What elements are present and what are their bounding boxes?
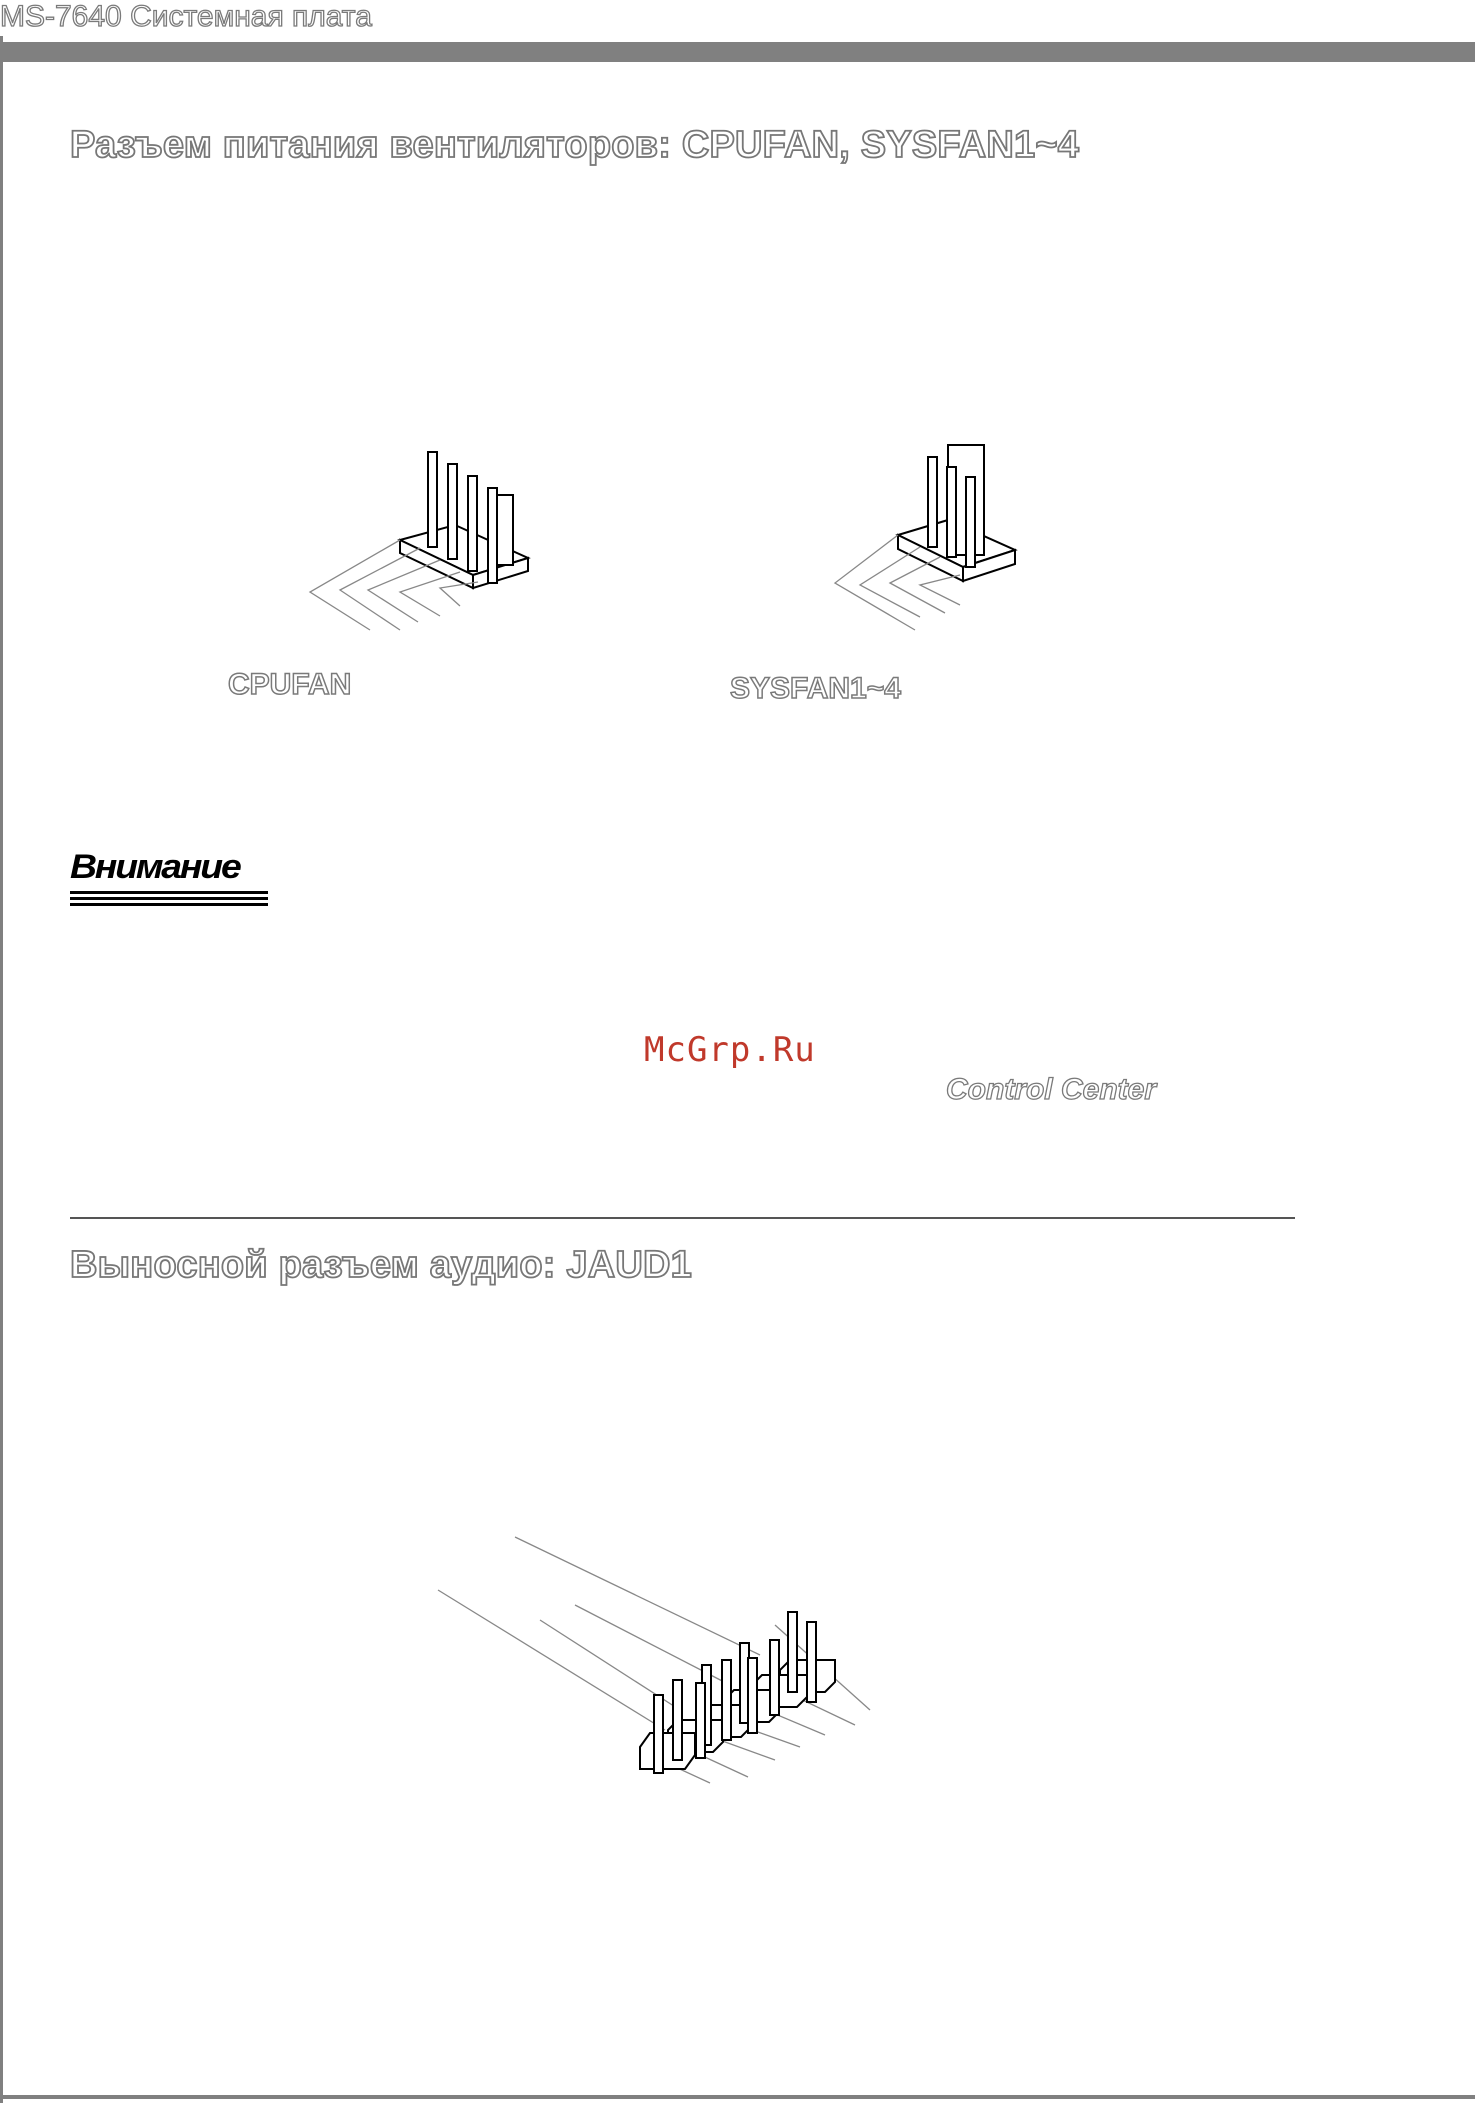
attention-underline-3 [70, 903, 268, 906]
control-center-text: Control Center [946, 1073, 1156, 1106]
watermark: McGrp.Ru [644, 1030, 816, 1070]
page-header: MS-7640 Системная плата [0, 0, 372, 33]
cpufan-label: CPUFAN [228, 668, 352, 701]
attention-underline-2 [70, 897, 268, 900]
bottom-rule [0, 2095, 1475, 2099]
fan-section-title: Разъем питания вентиляторов: CPUFAN, SYSFAN1~4 [70, 124, 1080, 166]
cpufan-connector-diagram [300, 440, 560, 670]
sysfan-connector-diagram [820, 435, 1040, 645]
section-divider [70, 1217, 1295, 1219]
left-margin-rule [0, 36, 3, 2103]
attention-heading: Внимание [70, 848, 240, 886]
jaud1-connector-diagram [430, 1525, 890, 1785]
sysfan-label: SYSFAN1~4 [730, 672, 901, 705]
header-bar [0, 42, 1475, 62]
attention-underline-1 [70, 891, 268, 894]
audio-section-title: Выносной разъем аудио: JAUD1 [70, 1244, 692, 1286]
